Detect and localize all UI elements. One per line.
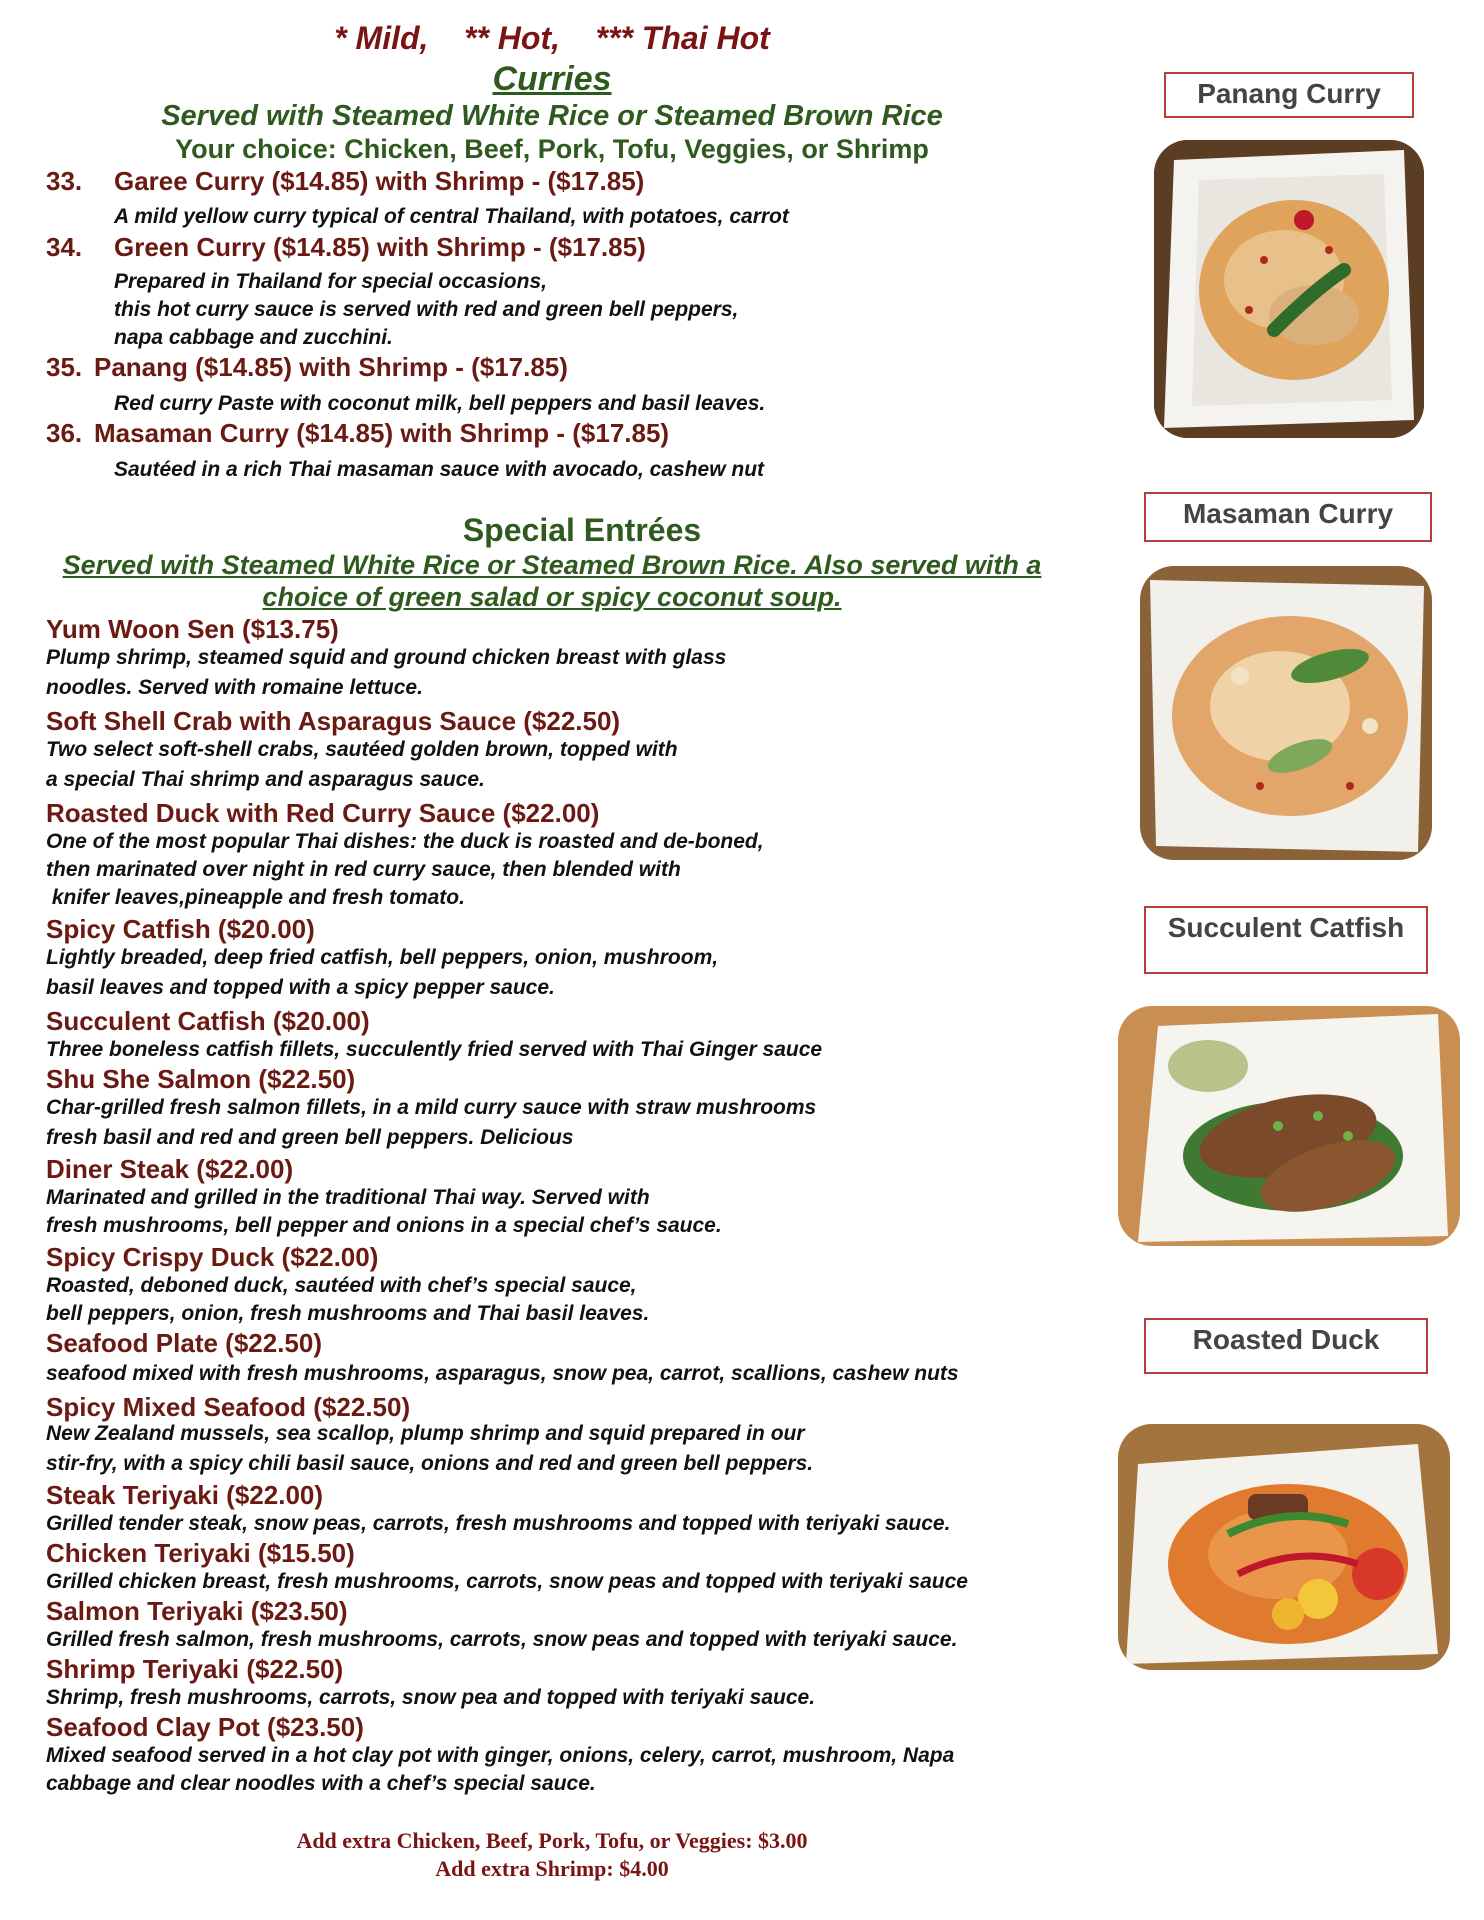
menu-item-description: One of the most popular Thai dishes: the duck is roasted and de-boned, [46, 830, 764, 853]
menu-item-description: Two select soft-shell crabs, sautéed golden brown, topped with [46, 738, 678, 761]
menu-item-title: Soft Shell Crab with Asparagus Sauce ($22.50) [46, 706, 621, 736]
menu-item-description: bell peppers, onion, fresh mushrooms and Thai basil leaves. [46, 1302, 650, 1325]
menu-item-description: stir-fry, with a spicy chili basil sauce, onions and red and green bell peppers. [46, 1452, 814, 1475]
photo-caption: Panang Curry [1164, 72, 1414, 118]
extra-shrimp-note: Add extra Shrimp: $4.00 [435, 1856, 669, 1881]
menu-item-description: Char-grilled fresh salmon fillets, in a mild curry sauce with straw mushrooms [46, 1096, 817, 1119]
menu-item-description: Grilled chicken breast, fresh mushrooms, carrots, snow peas and topped with teriyaki sauce [46, 1570, 968, 1593]
menu-item-description: fresh mushrooms, bell pepper and onions in a special chef’s sauce. [46, 1214, 722, 1237]
photo-caption: Masaman Curry [1144, 492, 1432, 542]
photo-caption: Roasted Duck [1144, 1318, 1428, 1374]
menu-item-title: Diner Steak ($22.00) [46, 1154, 294, 1184]
menu-item-title: Chicken Teriyaki ($15.50) [46, 1538, 355, 1568]
menu-item-description: Grilled tender steak, snow peas, carrots, fresh mushrooms and topped with teriyaki sauce. [46, 1512, 951, 1535]
menu-item-description: then marinated over night in red curry sauce, then blended with [46, 858, 681, 881]
menu-item-description: A mild yellow curry typical of central Thailand, with potatoes, carrot [114, 205, 789, 228]
menu-item-description: Prepared in Thailand for special occasions, [114, 270, 547, 293]
menu-item-description: cabbage and clear noodles with a chef’s special sauce. [46, 1772, 596, 1795]
menu-item-number: 35. [46, 352, 83, 382]
menu-item-description: Marinated and grilled in the traditional Thai way. Served with [46, 1186, 650, 1209]
menu-item-description: a special Thai shrimp and asparagus sauce. [46, 768, 485, 791]
menu-item-description: seafood mixed with fresh mushrooms, asparagus, snow pea, carrot, scallions, cashew nuts [46, 1362, 959, 1385]
extra-protein-note: Add extra Chicken, Beef, Pork, Tofu, or Veggies: $3.00 [296, 1828, 808, 1853]
menu-item-description: napa cabbage and zucchini. [114, 326, 393, 349]
menu-item-title: Shu She Salmon ($22.50) [46, 1064, 356, 1094]
menu-item-number: 33. [46, 166, 83, 196]
menu-item-title: Panang ($14.85) with Shrimp - ($17.85) [94, 352, 568, 382]
menu-item-title: Steak Teriyaki ($22.00) [46, 1480, 324, 1510]
special-entrees-title: Special Entrées [462, 512, 702, 548]
menu-item-title: Masaman Curry ($14.85) with Shrimp - ($17.85) [94, 418, 670, 448]
menu-item-number: 36. [46, 418, 83, 448]
menu-item-title: Shrimp Teriyaki ($22.50) [46, 1654, 344, 1684]
menu-item-description: Shrimp, fresh mushrooms, carrots, snow pea and topped with teriyaki sauce. [46, 1686, 816, 1709]
menu-item-description: New Zealand mussels, sea scallop, plump shrimp and squid prepared in our [46, 1422, 805, 1445]
curries-choice-note: Your choice: Chicken, Beef, Pork, Tofu, Veggies, or Shrimp [175, 134, 929, 164]
menu-item-description: fresh basil and red and green bell peppers. Delicious [46, 1126, 574, 1149]
masaman-curry-photo [1140, 566, 1432, 860]
menu-item-number: 34. [46, 232, 83, 262]
menu-item-description: Grilled fresh salmon, fresh mushrooms, carrots, snow peas and topped with teriyaki sauce. [46, 1628, 958, 1651]
menu-item-description: Red curry Paste with coconut milk, bell peppers and basil leaves. [114, 392, 766, 415]
menu-item-description: Three boneless catfish fillets, succulently fried served with Thai Ginger sauce [46, 1038, 823, 1061]
curries-served-note: Served with Steamed White Rice or Steamed Brown Rice [161, 100, 943, 132]
menu-item-description: Plump shrimp, steamed squid and ground chicken breast with glass [46, 646, 727, 669]
menu-item-title: Green Curry ($14.85) with Shrimp - ($17.85) [114, 232, 646, 262]
menu-item-title: Spicy Crispy Duck ($22.00) [46, 1242, 379, 1272]
menu-item-title: Garee Curry ($14.85) with Shrimp - ($17.85) [114, 166, 645, 196]
menu-item-title: Succulent Catfish ($20.00) [46, 1006, 370, 1036]
menu-item-description: Roasted, deboned duck, sautéed with chef’s special sauce, [46, 1274, 637, 1297]
special-served-note: choice of green salad or spicy coconut soup. [262, 582, 842, 612]
special-served-note: Served with Steamed White Rice or Steamed Brown Rice. Also served with a [62, 550, 1042, 580]
roasted-duck-photo [1118, 1424, 1450, 1670]
menu-item-description: noodles. Served with romaine lettuce. [46, 676, 423, 699]
menu-item-title: Salmon Teriyaki ($23.50) [46, 1596, 348, 1626]
photo-caption: Succulent Catfish [1144, 906, 1428, 974]
menu-item-description: this hot curry sauce is served with red and green bell peppers, [114, 298, 739, 321]
menu-item-description: Mixed seafood served in a hot clay pot with ginger, onions, celery, carrot, mushroom, Napa [46, 1744, 955, 1767]
menu-item-title: Yum Woon Sen ($13.75) [46, 614, 339, 644]
menu-item-description: Sautéed in a rich Thai masaman sauce with avocado, cashew nut [114, 458, 765, 481]
menu-item-description: Lightly breaded, deep fried catfish, bell peppers, onion, mushroom, [46, 946, 719, 969]
succulent-catfish-photo [1118, 1006, 1460, 1246]
menu-item-title: Spicy Mixed Seafood ($22.50) [46, 1392, 411, 1422]
panang-curry-photo [1154, 140, 1424, 438]
menu-item-title: Seafood Plate ($22.50) [46, 1328, 322, 1358]
spice-legend: * Mild, ** Hot, *** Thai Hot [334, 20, 770, 56]
menu-item-title: Seafood Clay Pot ($23.50) [46, 1712, 364, 1742]
menu-item-description: knifer leaves,pineapple and fresh tomato. [46, 886, 465, 909]
menu-item-description: basil leaves and topped with a spicy pepper sauce. [46, 976, 555, 999]
curries-title: Curries [492, 60, 612, 98]
menu-item-title: Spicy Catfish ($20.00) [46, 914, 315, 944]
menu-item-title: Roasted Duck with Red Curry Sauce ($22.00) [46, 798, 600, 828]
